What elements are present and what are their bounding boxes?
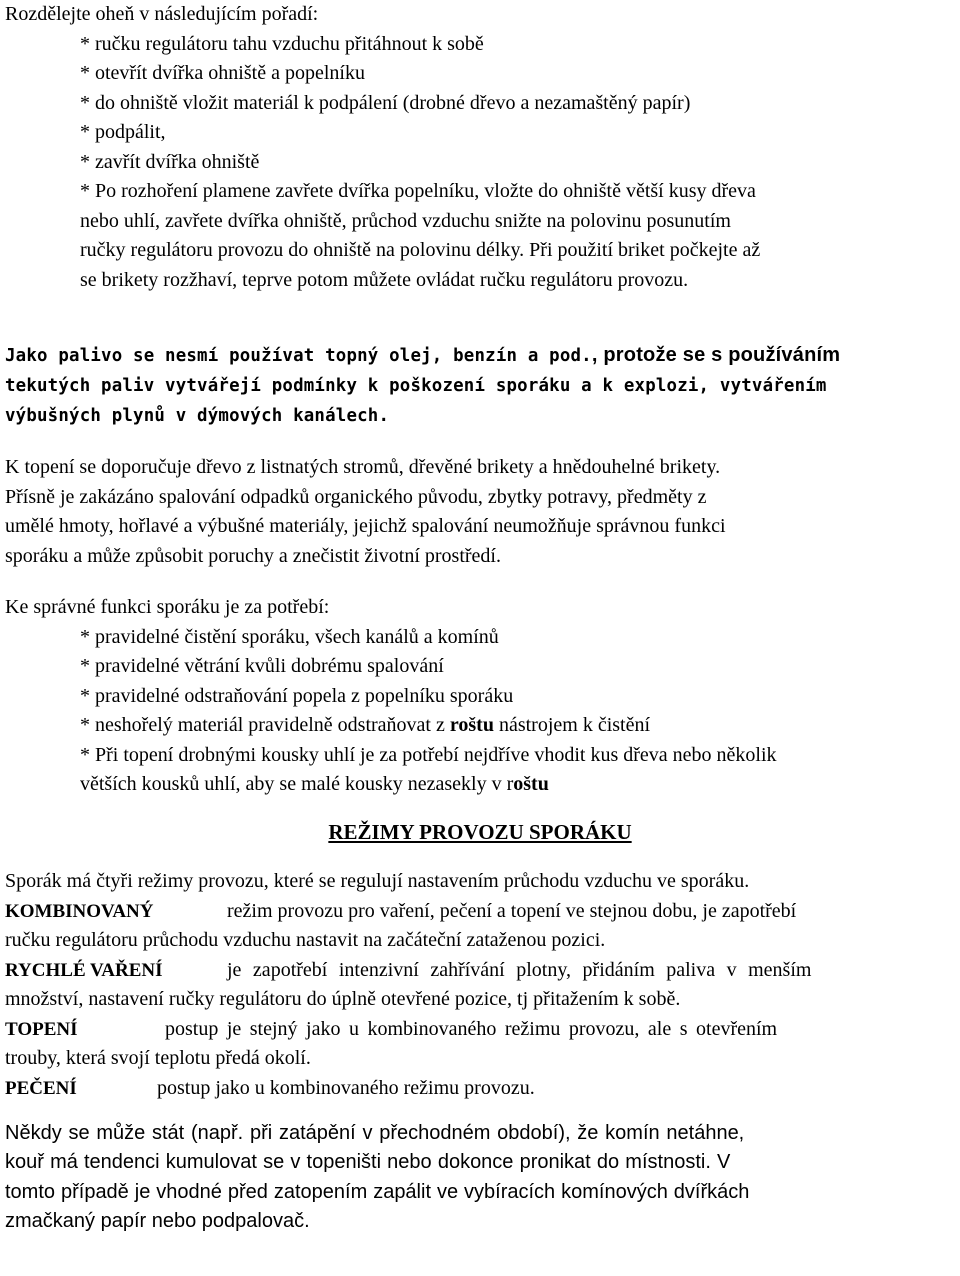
note-line: tomto případě je vhodné před zatopením zapálit ve vybíracích komínových dvířkách [5,1180,750,1203]
fuel-line: sporáku a může způsobit poruchy a znečistit životní prostředí. [5,544,501,567]
intro-long-step-line: nebo uhlí, zavřete dvířka ohniště, průchod vzduchu snižte na polovinu posunutím [80,209,731,232]
fuel-section [5,453,955,571]
maintenance-item-text: větších kousků uhlí, aby se malé kousky nezasekly v r [80,773,514,795]
maintenance-title: Ke správné funkci sporáku je za potřebí: [5,596,330,618]
intro-step: * podpálit, [80,121,166,143]
mode-description-line: trouby, která svojí teplotu předá okolí. [5,1047,311,1069]
fuel-line: K topení se doporučuje dřevo z listnatých stromů, dřevěné brikety a hnědouhelné brikety. [5,456,721,478]
warning-line: výbušných plynů v dýmových kanálech. [5,406,390,426]
maintenance-item-bold: roštu [449,714,494,736]
modes-section [5,867,955,1103]
mode-name: PEČENÍ [5,1077,77,1099]
note-line: Někdy se může stát (např. při zatápění v přechodném období), že komín netáhne, [5,1122,745,1144]
intro-step: * zavřít dvířka ohniště [80,150,260,173]
maintenance-item: * pravidelné odstraňování popela z popelníku sporáku [80,684,514,707]
note-line: zmačkaný papír nebo podpalovač. [5,1209,310,1232]
maintenance-item: * pravidelné větrání kvůli dobrému spalování [80,655,444,677]
maintenance-section [5,593,955,800]
draft-note [5,1119,955,1236]
mode-name: KOMBINOVANÝ [5,900,154,922]
mode-description: postup jako u kombinovaného režimu provozu. [157,1076,535,1099]
mode-description-line: ručku regulátoru průchodu vzduchu nastavit na začáteční zataženou pozici. [5,929,606,951]
warning-line: tekutých paliv vytvářejí podmínky k poškození sporáku a k explozi, vytvářením [5,376,827,396]
mode-name: TOPENÍ [5,1018,78,1040]
intro-long-step-line: se brikety rozžhaví, teprve potom můžete ovládat ručku regulátoru provozu. [80,268,689,291]
fuel-warning [5,340,955,431]
mode-description: postup je stejný jako u kombinovaného režimu provozu, ale s otevřením [165,1017,778,1040]
modes-heading: REŽIMY PROVOZU SPORÁKU [328,819,632,844]
fuel-line: Přísně je zakázáno spalování odpadků organického původu, zbytky potravy, předměty z [5,485,707,508]
mode-peceni [5,1074,955,1104]
warning-rest-text: , protože se s používáním [591,344,841,366]
maintenance-item-text: * neshořelý materiál pravidelně odstraňovat z [80,714,450,736]
warning-line [5,340,955,371]
maintenance-item-text: nástrojem k čistění [493,714,651,736]
mode-rychle-vareni [5,956,955,986]
warning-mono-text: Jako palivo se nesmí používat topný olej, benzín a pod. [5,346,592,366]
mode-kombinovany [5,897,955,927]
maintenance-item [5,711,955,741]
intro-long-step-line: ručky regulátoru provozu do ohniště na polovinu délky. Při použití briket počkejte až [80,239,761,261]
fuel-line: umělé hmoty, hořlavé a výbušné materiály, jejichž spalování neumožňuje správnou funkci [5,515,726,537]
intro-step: * ručku regulátoru tahu vzduchu přitáhnout k sobě [80,32,484,55]
modes-intro: Sporák má čtyři režimy provozu, které se regulují nastavením průchodu vzduchu ve sporáku. [5,870,750,892]
document-page [5,0,955,1236]
intro-long-step-line: * Po rozhoření plamene zavřete dvířka popelníku, vložte do ohniště větší kusy dřeva [80,180,756,202]
maintenance-item [5,770,955,800]
mode-topeni [5,1015,955,1045]
intro-title: Rozdělejte oheň v následujícím pořadí: [5,3,319,25]
maintenance-item-bold: oštu [513,773,549,795]
note-line: kouř má tendenci kumulovat se v topeništi nebo dokonce pronikat do místnosti. V [5,1151,731,1174]
intro-step: * otevřít dvířka ohniště a popelníku [80,62,365,84]
intro-step: * do ohniště vložit materiál k podpálení (drobné dřevo a nezamaštěný papír) [80,91,691,114]
maintenance-item: * Při topení drobnými kousky uhlí je za potřebí nejdříve vhodit kus dřeva nebo několik [80,743,777,766]
mode-description-line: množství, nastavení ručky regulátoru do úplně otevřené pozice, tj přitažením k sobě. [5,988,681,1010]
mode-name: RYCHLÉ VAŘENÍ [5,959,163,981]
intro-section [5,0,955,295]
maintenance-item: * pravidelné čistění sporáku, všech kanálů a komínů [80,625,499,648]
mode-description: režim provozu pro vaření, pečení a topení ve stejnou dobu, je zapotřebí [227,899,797,922]
mode-description: je zapotřebí intenzivní zahřívání plotny, přidáním paliva v menším [227,958,812,981]
